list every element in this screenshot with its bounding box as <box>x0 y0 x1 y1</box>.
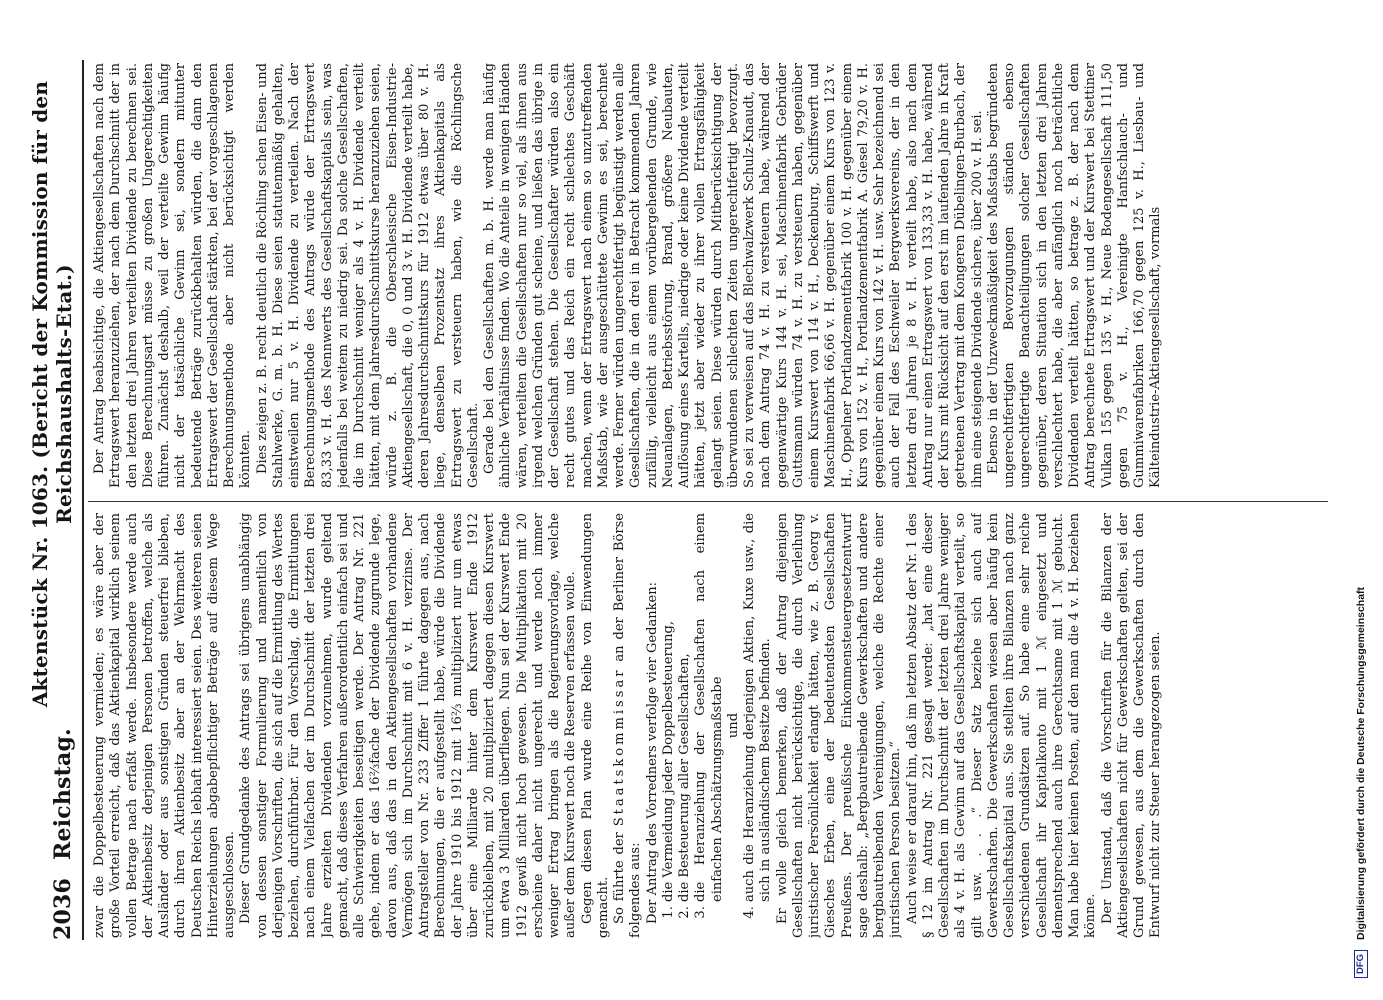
paragraph: Der Antrag des Vorredners verfolge vier Gedanken: <box>644 581 660 924</box>
numbered-list-continued <box>742 513 775 924</box>
column-divider <box>88 501 1328 502</box>
text-run: So führte der <box>612 826 627 924</box>
page-header <box>28 60 76 940</box>
page-number: 2036 <box>50 877 76 940</box>
paragraph: Auch weise er darauf hin, daß im letzten Absatz der Nr. 1 des § 12 im Antrag Nr. 221 gesagt werde: „hat eine dieser Gesellschaften im Durchschnitt der letzten drei Jahre weniger als 4 v. H. als Gewinn auf das Gesellschaftskapital verteilt, so gilt usw. . . .“ Dieser Satz beziehe sich auch auf Gewerkschaften. Die Gewerkschaften wiesen aber häufig kein Gesellschaftskapital aus. Sie stellten ihre Bilanzen nach ganz verschiedenen Grundsätzen auf. So habe eine sehr reiche Gesellschaft ihr Kapitalkonto mit 1 ℳ eingesetzt und dementsprechend auch ihre Gerechtsame mit 1 ℳ gebucht. Man habe hier keinen Posten, auf den man die 4 v. H. beziehen könne. <box>904 513 1099 938</box>
digitization-credit <box>1346 18 1376 978</box>
list-item: 3. die Heranziehung der Gesellschaften nach einem einfachen Abschätzungsmaßstabe <box>693 513 726 902</box>
numbered-list <box>661 513 726 924</box>
header-rule <box>82 60 84 940</box>
paragraph: Er wolle gleich bemerken, daß der Antrag diejenigen Gesellschaften nicht berücksichtige, die durch Verleihung juristischer Persönlichkeit erlangt hätten, wie z. B. Georg v. Giesches Erben, eine der bedeutendsten Gesellschaften Preußens. Der preußische Einkommensteuergesetzentwurf sage deshalb: „Bergbautreibende Gewerkschaften und andere bergbautreibenden Vereinigungen, welche die Rechte einer juristischen Person besitzen.“ <box>774 513 904 938</box>
paragraph: Dieser Grundgedanke des Antrags sei übrigens unabhängig von dessen sonstiger Formulierung und namentlich von derjenigen Vorschriften, die sich auf die Ermittlung des Wertes beziehen, durchführbar. Für den Vorschlag, die Ermittlungen nach einem Vielfachen der im Durchschnitt der letzten drei Jahre erzielten Dividenden vorzunehmen, wurde geltend gemacht, daß dieses Verfahren außerordentlich einfach sei und alle Schwierigkeiten beseitigen werde. Der Antrag Nr. 221 gehe, indem er das 16⅔fache der Dividende zugrunde lege, davon aus, daß das in den Aktiengesellschaften vorhandene Vermögen sich im Durchschnitt mit 6 v. H. verzinse. Der Antragsteller von Nr. 233 Ziffer 1 führte dagegen aus, nach Berechnungen, die er aufgestellt habe, würde die Dividende der Jahre 1910 bis 1912 mit 16⅔ multipliziert nur um etwas über eine Milliarde hinter dem Kurswert Ende 1912 zurückbleiben, mit 20 multipliziert dagegen diesen Kurswert um etwa 3 Milliarden überfliegen. Nun sei der Kurswert Ende 1912 gewiß nicht hoch gewesen. Die Multiplikation mit 20 erscheine daher nicht ungerecht und werde noch immer weniger Ertrag bringen als die Regierungsvorlage, welche außer dem Kurswert noch die Reserven erfassen wolle. <box>238 513 579 938</box>
digitization-credit-text <box>1346 18 1376 978</box>
rotated-document-page <box>28 60 1336 940</box>
list-item: 2. die Besteuerung aller Gesellschaften, <box>677 513 693 902</box>
credit-text: Digitalisierung gefördert durch die Deutsche Forschungsgemeinschaft <box>1355 586 1367 940</box>
left-text-column <box>92 513 1332 938</box>
paragraph: Gerade bei den Gesellschaften m. b. H. werde man häufig ähnliche Verhältnisse finden. Wo die Anteile in wenigen Händen wären, verteilten die Gesellschaften nur so viel, als ihnen aus irgend welchen Gründen gut scheine, und ließen das übrige in der Gesellschaft stehen. Die Gesellschafter würden also ein recht gutes und das Reich ein recht schlechtes Geschäft machen, wenn der Ertragswert nach einem so unzutreffenden Maßstab, wie der ausgeschüttete Gewinn es sei, berechnet werde. Ferner würden ungerechtfertigt begünstigt werden alle Gesellschaften, die in den drei in Betracht kommenden Jahren zufällig, vielleicht aus einem vorübergehenden Grunde, wie Neuanlagen, Betriebsstörung, Brand, größere Neubauten, Auflösung eines Kartells, niedrige oder keine Dividende verteilt hätten, jetzt aber wieder zu ihrer vollen Ertragsfähigkeit gelangt seien. Diese würden durch Mitberücksichtigung der überwundenen schlechten Zeiten ungerechtfertigt bevorzugt. So sei zu verweisen auf das Blechwalzwerk Schulz-Knaudt, das nach dem Antrag 74 v. H. zu versteuern habe, während der gegenwärtige Kurs 144 v. H. sei, Maschinenfabrik Gebrüder Guttsmann würden 74 v. H. zu versteuern haben, gegenüber einem Kurswert von 114 v. H., Deckenburg, Schiffswerft und Maschinenfabrik 66,66 v. H. gegenüber einem Kurs von 123 v. H., Oppelner Portlandzementfabrik 100 v. H. gegenüber einem Kurs von 152 v. H., Portlandzementfabrik A. Giesel 79,20 v. H. gegenüber einem Kurs von 142 v. H. usw. Sehr bezeichnend sei auch der Fall des Eschweiler Bergwerksvereins, der in den letzten drei Jahren je 8 v. H. verteilt habe, also nach dem Antrag nur einen Ertragswert von 133,33 v. H. habe, während der Kurs mit Rücksicht auf den erst im laufenden Jahre in Kraft getretenen Vertrag mit dem Kongeren Dübelingen-Burbach, der ihm eine steigende Dividende sichere, über 200 v. H. sei. <box>482 63 985 488</box>
speaker-name: Staatskommissar <box>612 667 627 827</box>
paragraph: Der Antrag beabsichtige, die Aktiengesellschaften nach dem Ertragswert heranzuziehen, der nach dem Durchschnitt der in den letzten drei Jahren verteilten Dividende zu berechnen sei. Diese Berechnungsart müsse zu großen Ungerechtigkeiten führen. Zunächst deshalb, weil der verteilte Gewinn häufig nicht der tatsächliche Gewinn sei, sondern mitunter bedeutende Beträge zurückbehalten würden, die dann den Ertragswert der Gesellschaft stärkten, bei der vorgeschlagenen Berechnungsmethode aber nicht berücksichtigt werden könnten. <box>92 63 254 488</box>
parliament-name: Reichstag. <box>50 728 76 860</box>
list-item: 4. auch die Heranziehung derjenigen Aktien, Kuxe usw., die sich in ausländischem Besitze befinden. <box>742 513 775 902</box>
paragraph: Der Umstand, daß die Vorschriften für die Bilanzen der Aktiengesellschaften nicht für Gewerkschaften gelten, sei der Grund gewesen, aus dem die Gewerkschaften durch den Entwurf nicht zur Steuer herangezogen seien. <box>1099 513 1164 938</box>
document-title: Aktenstück Nr. 1063. (Bericht der Kommission für den Reichshaushalts-Etat.) <box>28 80 76 708</box>
paragraph: Ebenso in der Unzweckmäßigkeit des Maßstabs begründeten ungerechtfertigten Bevorzugungen ständen ebenso ungerechtfertigte Benachteiligungen solcher Gesellschaften gegenüber, deren Situation sich in den letzten drei Jahren verschlechtert habe, die aber anfänglich noch beträchtliche Dividenden verteilt hätten, so betrage z. B. der nach dem Antrag berechnete Ertragswert und der Kurswert bei Stettiner Vulkan 155 gegen 135 v. H., Neue Bodengesellschaft 111,50 gegen 75 v. H., Vereinigte Hanfschlauch- und Gummiwarenfabriken 166,70 gegen 125 v. H., Liesbau- und Kälteindustrie-Aktiengesellschaft, vormals <box>985 63 1164 488</box>
right-text-column <box>92 63 1332 488</box>
list-conjunction: und <box>725 712 741 739</box>
paragraph <box>612 513 645 938</box>
paragraph: Gegen diesen Plan wurde eine Reihe von Einwendungen gemacht. <box>579 513 611 938</box>
paragraph: Dies zeigen z. B. recht deutlich die Röchling schen Eisen- und Stahlwerke, G. m. b. H. Diese seien statutenmäßig gehalten, einstweilen nur 5 v. H. Dividende zu verteilen. Nach der Berechnungsmethode des Antrags würde der Ertragswert 83,33 v. H. des Nennwerts des Gesellschaftskapitals sein, was jedenfalls bei weitem zu niedrig sei. Da solche Gesellschaften, die im Durchschnitt weniger als 4 v. H. Dividende verteilt hätten, mit dem Jahresdurchschnittskurse heranzuziehen seien, würde z. B. die Oberschlesische Eisen-Industrie-Aktiengesellschaft, die 0, 0 und 3 v. H. Dividende verteilt habe, deren Jahresdurchschnittskurs für 1912 etwas über 80 v. H. liege, denselben Prozentsatz ihres Aktienkapitals als Ertragswert zu versteuern haben, wie die Röchlingsche Gesellschaft. <box>254 63 481 488</box>
text-run: an der Berliner Börse folgendes aus: <box>612 513 644 938</box>
paragraph: zwar die Doppelbesteuerung vermieden; es wäre aber der große Vorteil erreicht, daß das Aktienkapital wirklich seinem vollen Betrage nach erfaßt werde. Insbesondere werde auch der Aktienbesitz derjenigen Personen betroffen, welche als Ausländer oder aus sonstigen Gründen steuerfrei blieben, durch ihren Aktienbesitz aber an der Wehrmacht des Deutschen Reichs lebhaft interessiert seien. Des weiteren seien Hinterziehungen abgabepflichtiger Beträge auf diesem Wege ausgeschlossen. <box>92 513 237 938</box>
list-item: 1. die Vermeidung jeder Doppelbesteuerung, <box>661 513 677 902</box>
dfg-logo: DFG <box>1354 950 1368 978</box>
